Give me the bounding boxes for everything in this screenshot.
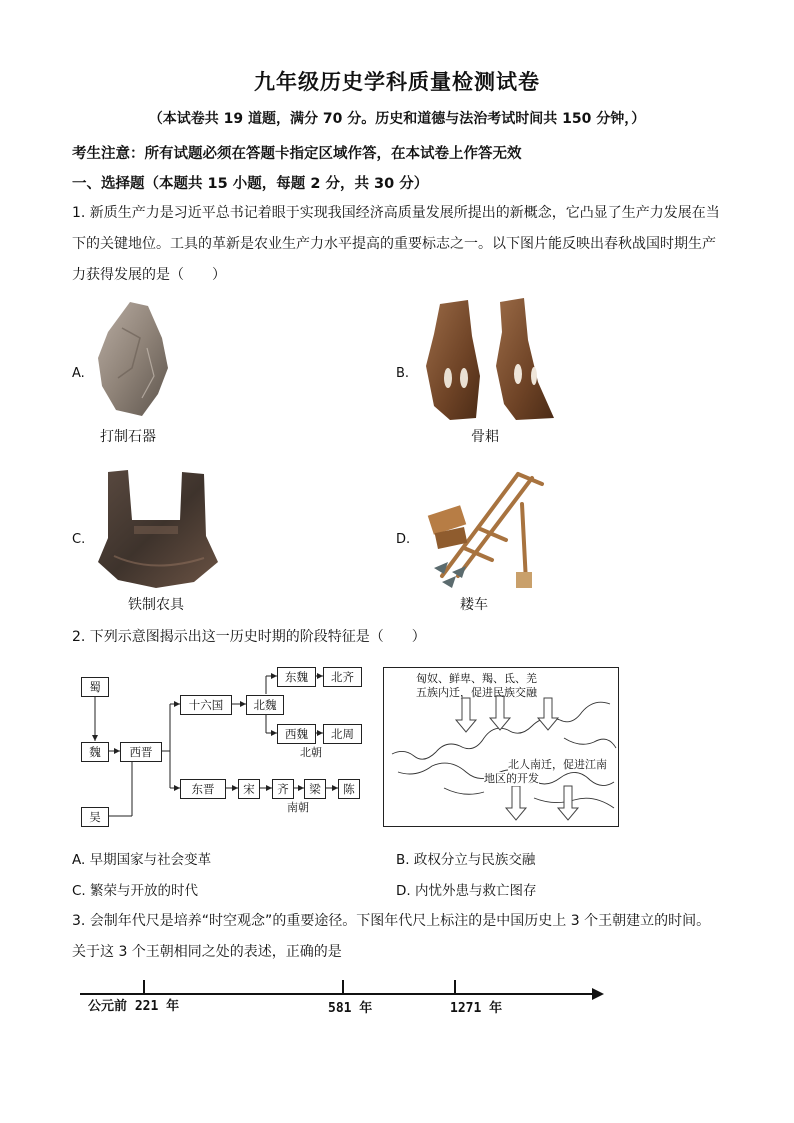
question-2-stem: 2. 下列示意图揭示出这一历史时期的阶段特征是（ ）: [72, 629, 426, 645]
diagram-liang: 梁: [304, 779, 326, 799]
exam-notice: 考生注意：所有试题必须在答题卡指定区域作答，在本试卷上作答无效: [72, 146, 522, 162]
page-title: 九年级历史学科质量检测试卷: [254, 69, 540, 94]
diagram-dongwei: 东魏: [277, 667, 316, 687]
q2-option-d: D. 内忧外患与救亡图存: [396, 883, 537, 899]
timeline-arrowhead: [592, 988, 604, 1000]
option-b-letter: B.: [396, 366, 410, 381]
diagram-dongjin: 东晋: [180, 779, 226, 799]
option-d-letter: D.: [396, 532, 411, 547]
option-c-caption: 铁制农具: [128, 597, 184, 613]
question-3-line-2: 关于这 3 个王朝相同之处的表述，正确的是: [72, 944, 342, 960]
diagram-beichao-label: 北朝: [300, 746, 322, 759]
q2-option-c: C. 繁荣与开放的时代: [72, 883, 199, 899]
option-a-letter: A.: [72, 366, 85, 381]
timeline-label-221bc: 公元前 221 年: [88, 999, 180, 1014]
exam-subtitle: （本试卷共 19 道题，满分 70 分。历史和道德与法治考试时间共 150 分钟，）: [148, 111, 646, 127]
q2-option-a: A. 早期国家与社会变革: [72, 852, 212, 868]
diagram-beiwei: 北魏: [246, 695, 284, 715]
diagram-shiliuguo: 十六国: [180, 695, 232, 715]
diagram-shu: 蜀: [81, 677, 109, 697]
diagram-qi: 齐: [272, 779, 294, 799]
diagram-beizhou: 北周: [323, 724, 362, 744]
option-b-caption: 骨耜: [471, 429, 499, 445]
diagram-wu: 吴: [81, 807, 109, 827]
diagram-xijin: 西晋: [120, 742, 162, 762]
option-a-caption: 打制石器: [100, 429, 156, 445]
option-c-letter: C.: [72, 532, 86, 547]
map-text-north-2: 五族内迁，促进民族交融: [416, 686, 537, 699]
question-1-line-1: 1. 新质生产力是习近平总书记着眼于实现我国经济高质量发展所提出的新概念，它凸显了生产力发展在当: [72, 205, 720, 221]
map-text-south-1: 北人南迁，促进江南: [508, 758, 607, 771]
section-heading: 一、选择题（本题共 15 小题，每题 2 分，共 30 分）: [72, 176, 429, 192]
diagram-beiqi: 北齐: [323, 667, 362, 687]
timeline-label-1271: 1271 年: [450, 1001, 503, 1016]
question-1-line-3: 力获得发展的是（ ）: [72, 267, 226, 283]
question-1-line-2: 下的关键地位。工具的革新是农业生产力水平提高的重要标志之一。以下图片能反映出春秋战国时期生产: [72, 236, 716, 252]
diagram-wei: 魏: [81, 742, 109, 762]
timeline-label-581: 581 年: [328, 1001, 373, 1016]
diagram-chen: 陈: [338, 779, 360, 799]
map-text-south-2: 地区的开发: [484, 772, 539, 785]
diagram-song: 宋: [238, 779, 260, 799]
option-d-caption: 耧车: [460, 597, 488, 613]
diagram-nanchao-label: 南朝: [287, 801, 309, 814]
q2-option-b: B. 政权分立与民族交融: [396, 852, 536, 868]
question-3-line-1: 3. 会制年代尺是培养“时空观念”的重要途径。下图年代尺上标注的是中国历史上 3 个王朝建立的时间。: [72, 913, 711, 929]
diagram-xiwei: 西魏: [277, 724, 316, 744]
map-text-north-1: 匈奴、鲜卑、羯、氐、羌: [416, 672, 537, 685]
